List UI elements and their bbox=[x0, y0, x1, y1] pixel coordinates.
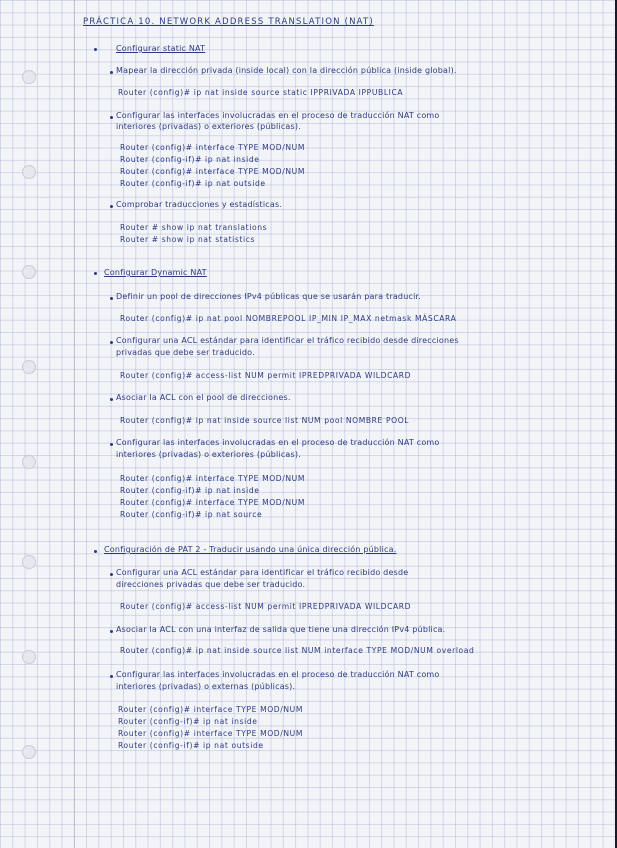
command-line: Router (config)# interface TYPE MOD/NUM bbox=[118, 729, 303, 738]
binder-hole bbox=[22, 455, 36, 469]
item-bullet bbox=[110, 341, 113, 344]
item-text: interiores (privadas) o exteriores (públicas). bbox=[116, 450, 301, 459]
item-text: Asociar la ACL con el pool de direcciones. bbox=[116, 393, 291, 402]
command-line: Router (config)# interface TYPE MOD/NUM bbox=[120, 498, 305, 507]
item-text: Mapear la dirección privada (inside local) con la dirección pública (inside global). bbox=[116, 66, 457, 75]
binder-hole bbox=[22, 745, 36, 759]
margin-line bbox=[74, 0, 75, 848]
item-bullet bbox=[110, 630, 113, 633]
binder-hole bbox=[22, 555, 36, 569]
command-line: Router (config-if)# ip nat inside bbox=[120, 155, 260, 164]
command-line: Router (config)# interface TYPE MOD/NUM bbox=[120, 143, 305, 152]
item-bullet bbox=[110, 205, 113, 208]
command-line: Router (config)# ip nat inside source static IPPRIVADA IPPUBLICA bbox=[118, 88, 404, 97]
command-line: Router (config)# ip nat inside source list NUM interface TYPE MOD/NUM overload bbox=[120, 646, 475, 655]
binder-hole bbox=[22, 165, 36, 179]
command-line: Router (config-if)# ip nat source bbox=[120, 510, 263, 519]
item-text: Asociar la ACL con una interfaz de salida que tiene una dirección IPv4 pública. bbox=[116, 625, 446, 634]
section-bullet bbox=[94, 272, 97, 275]
command-line: Router (config)# access-list NUM permit IPREDPRIVADA WILDCARD bbox=[120, 602, 412, 611]
binder-hole bbox=[22, 265, 36, 279]
command-line: Router (config-if)# ip nat outside bbox=[118, 741, 264, 750]
item-bullet bbox=[110, 116, 113, 119]
command-line: Router (config)# interface TYPE MOD/NUM bbox=[118, 705, 303, 714]
item-text: Comprobar traducciones y estadísticas. bbox=[116, 200, 283, 209]
binder-hole bbox=[22, 70, 36, 84]
item-text: interiores (privadas) o externas (públicas). bbox=[116, 682, 296, 691]
item-text: privadas que debe ser traducido. bbox=[116, 348, 255, 357]
command-line: Router (config-if)# ip nat outside bbox=[120, 179, 266, 188]
item-bullet bbox=[110, 675, 113, 678]
command-line: Router (config-if)# ip nat inside bbox=[118, 717, 258, 726]
item-text: Configurar las interfaces involucradas en el proceso de traducción NAT como bbox=[116, 438, 440, 447]
item-text: direcciones privadas que debe ser traducido. bbox=[116, 580, 306, 589]
item-bullet bbox=[110, 297, 113, 300]
command-line: Router (config)# ip nat pool NOMBREPOOL IP_MIN IP_MAX netmask MÁSCARA bbox=[120, 314, 457, 323]
item-text: Configurar una ACL estándar para identificar el tráfico recibido desde direcciones bbox=[116, 336, 459, 345]
page-title: PRÁCTICA 10. NETWORK ADDRESS TRANSLATION (NAT) bbox=[83, 17, 374, 27]
item-bullet bbox=[110, 443, 113, 446]
item-bullet bbox=[110, 398, 113, 401]
command-line: Router # show ip nat translations bbox=[120, 223, 268, 232]
item-text: Definir un pool de direcciones IPv4 públicas que se usarán para traducir. bbox=[116, 292, 421, 301]
item-text: Configurar una ACL estándar para identificar el tráfico recibido desde bbox=[116, 568, 409, 577]
command-line: Router (config)# interface TYPE MOD/NUM bbox=[120, 474, 305, 483]
section-bullet bbox=[94, 48, 97, 51]
section-heading: Configurar Dynamic NAT bbox=[104, 268, 207, 277]
binder-hole bbox=[22, 360, 36, 374]
command-line: Router (config)# access-list NUM permit IPREDPRIVADA WILDCARD bbox=[120, 371, 412, 380]
command-line: Router (config-if)# ip nat inside bbox=[120, 486, 260, 495]
binder-hole bbox=[22, 650, 36, 664]
item-text: Configurar las interfaces involucradas en el proceso de traducción NAT como bbox=[116, 670, 440, 679]
item-bullet bbox=[110, 573, 113, 576]
section-heading: Configurar static NAT bbox=[116, 44, 206, 53]
command-line: Router (config)# interface TYPE MOD/NUM bbox=[120, 167, 305, 176]
item-text: Configurar las interfaces involucradas en el proceso de traducción NAT como bbox=[116, 111, 440, 120]
section-heading: Configuración de PAT 2 - Traducir usando una única dirección pública. bbox=[104, 545, 397, 554]
command-line: Router # show ip nat statistics bbox=[120, 235, 256, 244]
item-text: interiores (privadas) o exteriores (públicas). bbox=[116, 122, 301, 131]
item-bullet bbox=[110, 71, 113, 74]
command-line: Router (config)# ip nat inside source list NUM pool NOMBRE POOL bbox=[120, 416, 410, 425]
section-bullet bbox=[94, 550, 97, 553]
